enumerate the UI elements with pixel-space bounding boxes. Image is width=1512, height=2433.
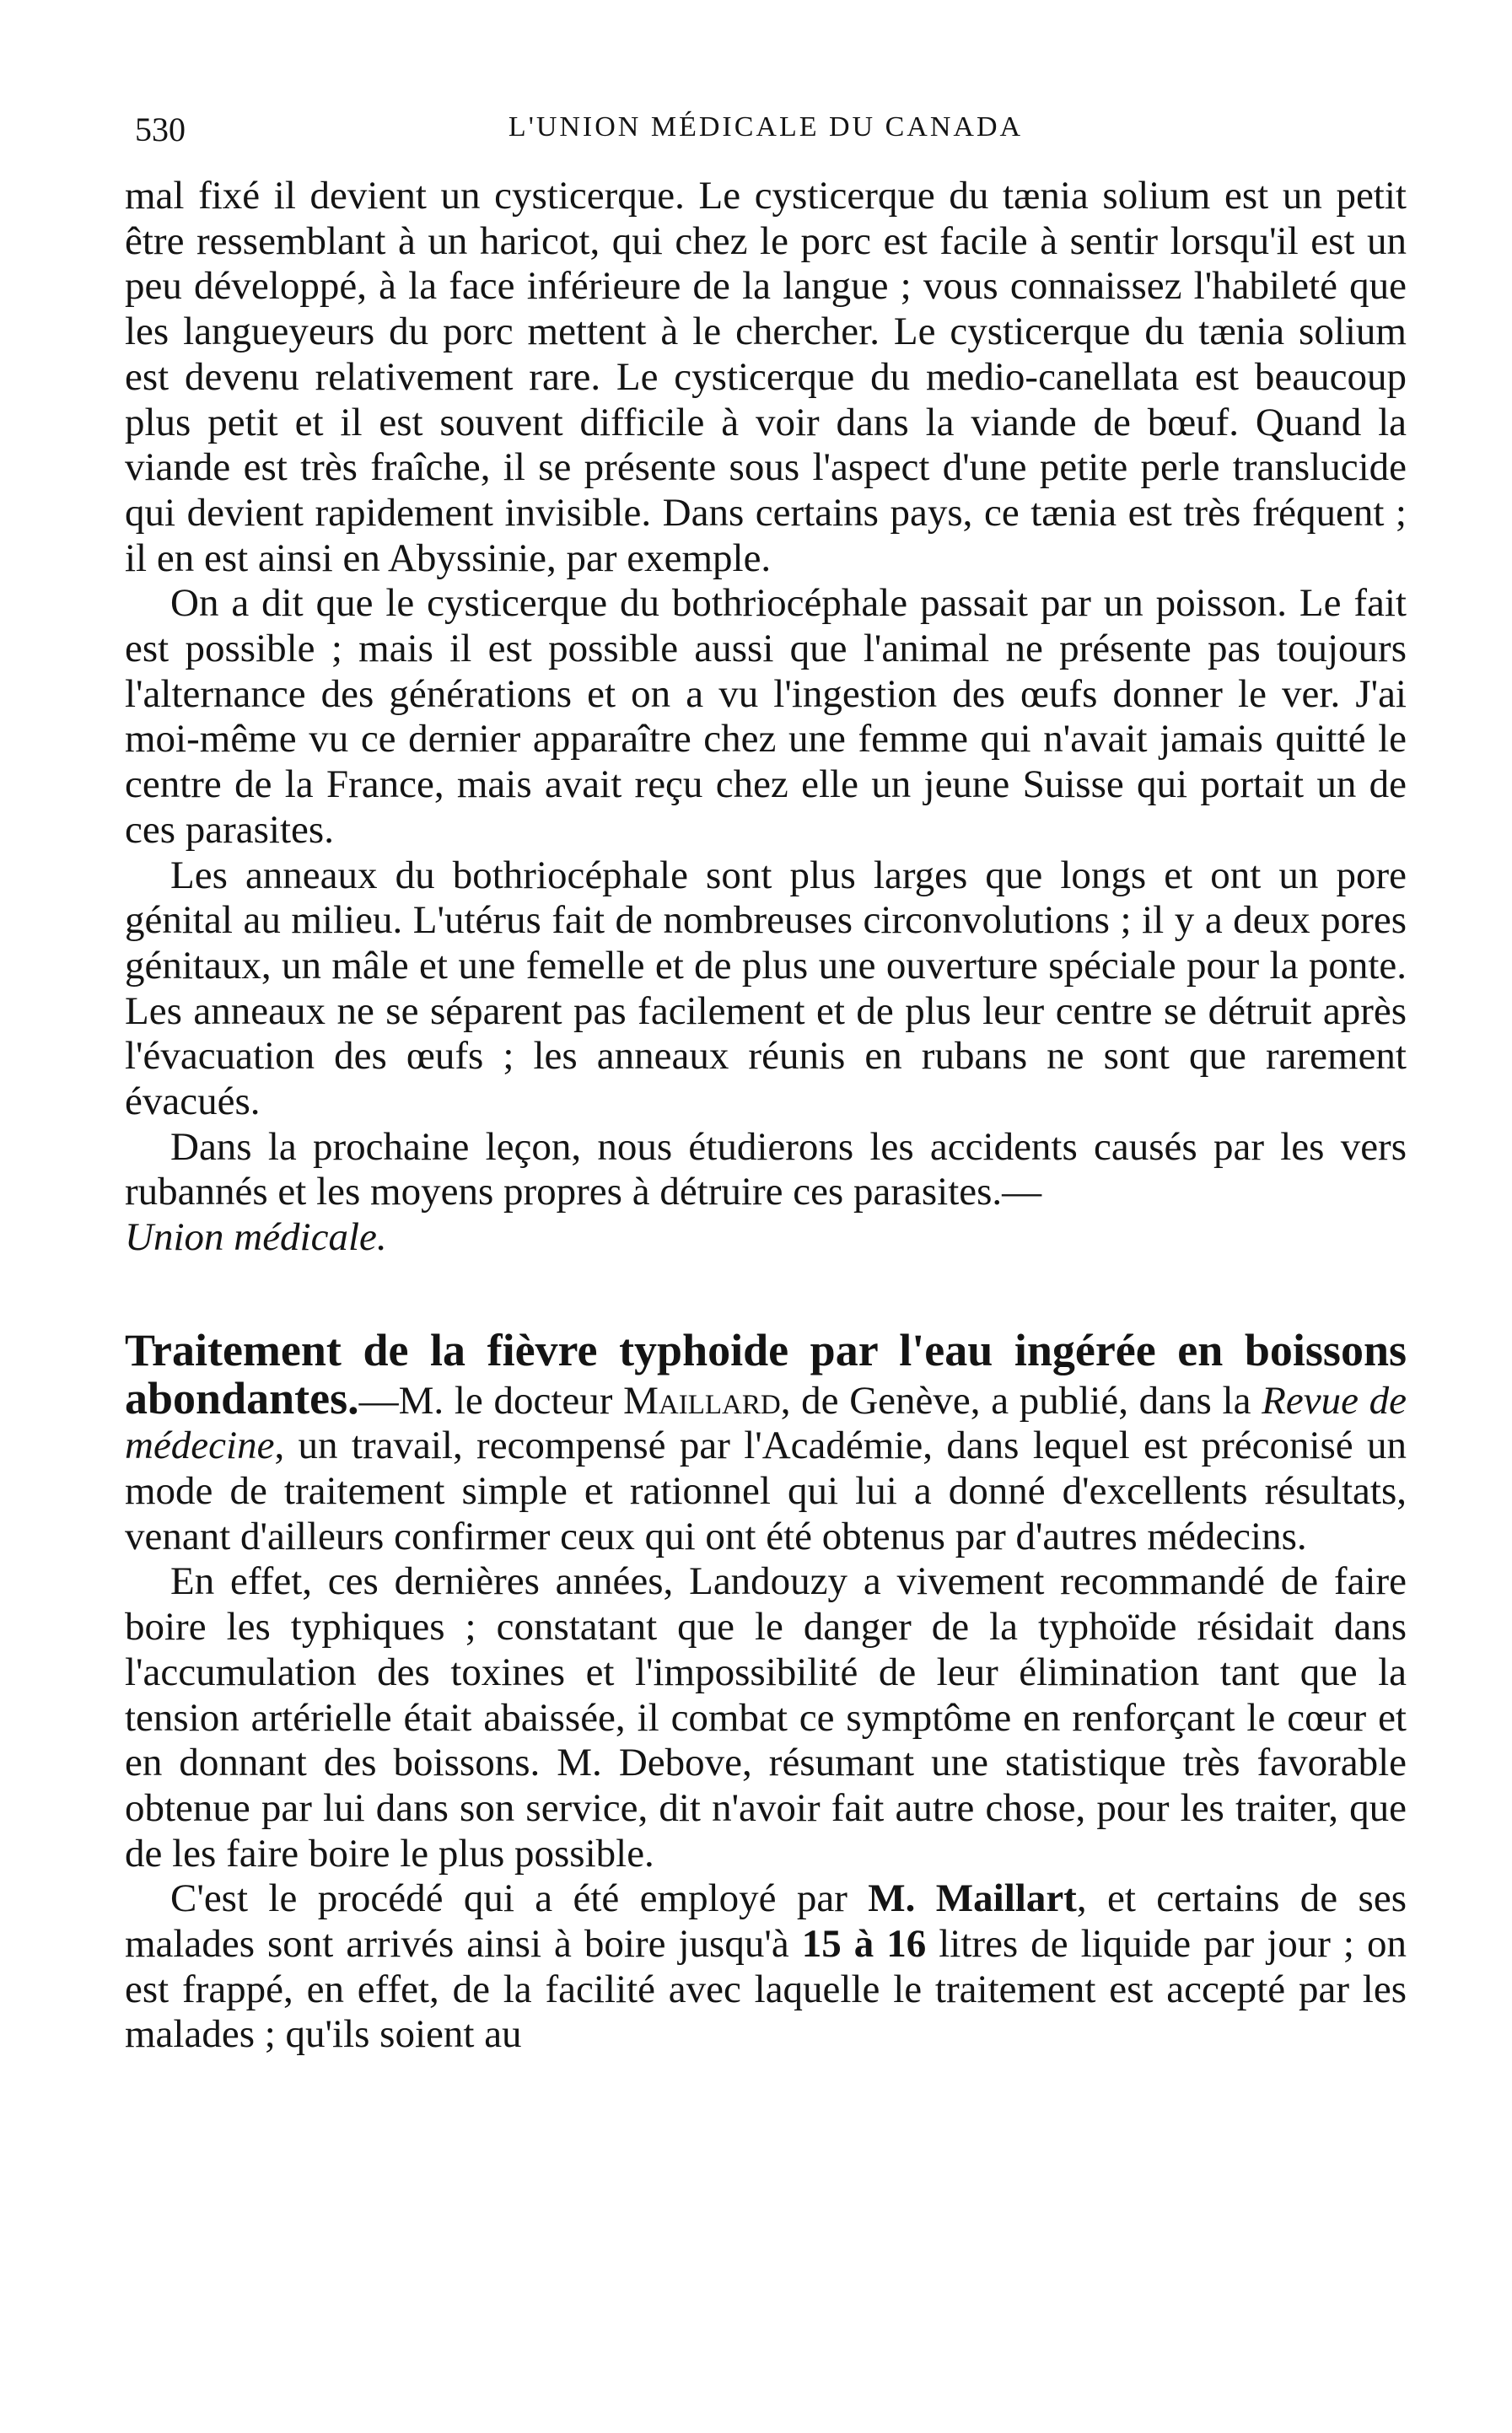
paragraph-bothriocephale: On a dit que le cysticerque du bothriocéphale passait par un poisson. Le fait est possible ; mais il est possible aussi que l'animal ne présente pas toujours l'alternance des générations et on a vu l'ingestion des œufs donner le ver. J'ai moi-même vu ce dernier apparaître chez une femme qui n'avait jamais quitté le centre de la France, mais avait reçu chez elle un jeune Suisse qui portait un de ces parasites. bbox=[125, 581, 1407, 852]
liters-amount: 15 à 16 bbox=[801, 1922, 927, 1967]
paragraph-landouzy: En effet, ces dernières années, Landouzy a vivement recommandé de faire boire les typhiques ; constatant que le danger de la typhoïde résidait dans l'accumulation des toxines et l'impossibilité de leur élimination tant que la tension artérielle était abaissée, il combat ce symptôme en renforçant le cœur et en donnant des boissons. M. Debove, résumant une statistique très favorable obtenue par lui dans son service, dit n'avoir fait autre chose, pour les traiter, que de les faire boire le plus possible. bbox=[125, 1559, 1407, 1876]
procede-part-b: , et certains de ses malades sont arrivés ainsi à boire jusqu'à bbox=[125, 1876, 1407, 1967]
doctor-name: M. Maillart bbox=[868, 1876, 1077, 1921]
paragraph-cysticerque: mal fixé il devient un cysticerque. Le cysticerque du tænia solium est un petit être ressemblant à un haricot, qui chez le porc est facile à sentir lorsqu'il est un peu développé, à la face inférieure de la langue ; vous connaissez l'habileté que les langueyeurs du porc mettent à le chercher. Le cysticerque du tænia solium est devenu relativement rare. Le cysticerque du medio-canellata est beaucoup plus petit et il est souvent difficile à voir dans la viande de bœuf. Quand la viande est très fraîche, il se présente sous l'aspect d'une petite perle translucide qui devient rapidement invisible. Dans certains pays, ce tænia est très fréquent ; il en est ainsi en Abyssinie, par exemple. bbox=[125, 174, 1407, 580]
paragraph-anneaux: Les anneaux du bothriocéphale sont plus larges que longs et ont un pore génital au milieu. L'utérus fait de nombreuses circonvolutions ; il y a deux pores génitaux, un mâle et une femelle et de plus une ouverture spéciale pour la ponte. Les anneaux ne se séparent pas facilement et de plus leur centre se détruit après l'évacuation des œufs ; les anneaux réunis en rubans ne sont que rarement évacués. bbox=[125, 853, 1407, 1124]
section-gap bbox=[125, 1261, 1407, 1328]
paragraph-procede bbox=[125, 1876, 1407, 2058]
article-title: Traitement de la fièvre typhoide par l'eau ingérée en boissons abondantes. bbox=[125, 1324, 1407, 1424]
paragraph-prochaine-lecon bbox=[125, 1125, 1407, 1261]
procede-part-a: C'est le procédé qui a été employé par bbox=[170, 1876, 869, 1921]
author-name: Maillard bbox=[623, 1378, 781, 1423]
page-number: 530 bbox=[135, 110, 186, 148]
intro-part-b: , de Genève, a publié, dans la bbox=[780, 1378, 1262, 1423]
source-citation: Union médicale. bbox=[125, 1215, 387, 1260]
book-page bbox=[125, 110, 1407, 2058]
intro-part-a: —M. le docteur bbox=[358, 1378, 624, 1423]
procede-part-c: litres de liquide par jour ; on est frappé, en effet, de la facilité avec laquelle le traitement est accepté par les malades ; qu'ils soient au bbox=[125, 1922, 1407, 2057]
intro-part-c: , un travail, recompensé par l'Académie, dans lequel est préconisé un mode de traitement simple et rationnel qui lui a donné d'excellents résultats, venant d'ailleurs confirmer ceux qui ont été obtenus par d'autres médecins. bbox=[125, 1424, 1407, 1558]
body-text bbox=[125, 174, 1407, 2058]
running-title: L'UNION MÉDICALE DU CANADA bbox=[508, 111, 1024, 143]
article-intro bbox=[125, 1324, 1407, 1560]
closing-text: Dans la prochaine leçon, nous étudierons les accidents causés par les vers rubannés et les moyens propres à détruire ces parasites.— bbox=[125, 1124, 1407, 1214]
page-header bbox=[125, 110, 1407, 160]
journal-name: Revue de médecine bbox=[125, 1378, 1407, 1468]
